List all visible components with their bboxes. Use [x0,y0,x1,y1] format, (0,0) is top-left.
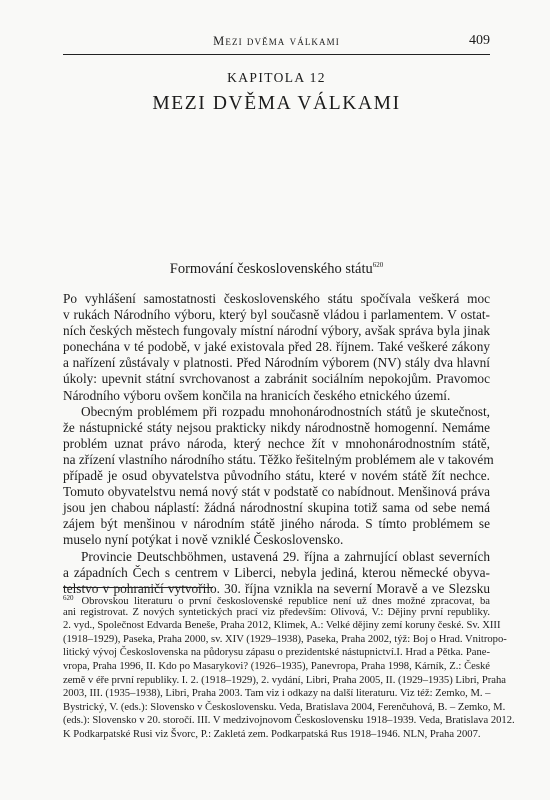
footnote-line-text: Obrovskou literaturu o první československé republice není už dnes možné zpracovat, ba [81,596,490,607]
section-heading [63,261,490,278]
footnote-line: 2003, III. (1935–1938), Libri, Praha 2003. Tam viz i odkazy na další literaturu. Viz též: Zemko, M. – [63,688,491,700]
footnote-line: (eds.): Slovensko v 20. storočí. III. V medzivojnovom Československu 1918–1939. Veda, Bratislava 2012. [63,715,515,727]
body-text [63,291,494,597]
footnote [63,592,515,742]
body-line: zájem být menšinou v národním státě jiného národa. S tímto problémem se [63,516,490,532]
body-line: telstvo v pohraničí vytvořilo. 30. října vznikla na severní Moravě a ve Slezsku [63,580,490,596]
section-title: Formování československého státu [169,261,373,277]
body-line: Tomuto obyvatelstvu nemá nový stát v podstatě co nabídnout. Menšinová práva [63,484,490,500]
body-line: Obecným problémem při rozpadu mnohonárodnostních států je skutečnost, [81,403,490,419]
footnote-line: vropa, Praha 1996, II. Kdo po Masarykovi? (1926–1935), Panevropa, Praha 1998, Kárník, Z.: České [63,660,490,672]
body-line: případě je osud obyvatelstva původního státu, které v novém státě žít nechce. [63,468,490,484]
footnote-line: ani registrovat. Z nových syntetických prací viz především: Olivová, V.: Dějiny první republiky. [63,606,490,618]
running-head [63,34,490,52]
footnote-line: litický vývoj Československa na půdorysu zápasu o prezidentské nástupnictví.I. Hrad a Pětka. Pane- [63,647,490,659]
footnote-rule [63,587,213,588]
body-line: ních českých městech fungovaly místní národní výbory, avšak správa byla jinak [63,323,490,339]
chapter-label: KAPITOLA 12 [227,70,326,85]
footnote-line: K Podkarpatské Rusi viz Švorc, P.: Zakletá zem. Podkarpatská Rus 1918–1946. NLN, Praha 2007. [63,728,481,740]
body-line: úkoly: upevnit státní svrchovanost a zabránit sociálním nepokojům. Pravomoc [63,371,490,387]
body-line: že nástupnické státy nejsou prakticky nikdy národnostně homogenní. Nemáme [63,419,490,435]
body-line: Národního výboru ovšem končila na hranicích českého etnického území. [63,387,451,403]
body-line: a nařízení zůstávaly v platnosti. Před Národním výborem (NV) stály dva hlavní [63,355,490,371]
header-rule [63,54,490,55]
book-page [63,0,515,800]
body-line: problém uznat právo národa, který nechce žít v mnohonárodnostním státě, [63,435,490,451]
body-line: ponechána v té podobě, v jaké existovala před 28. říjnem. Také veškeré zákony [63,339,490,355]
footnote-line [63,592,490,606]
body-line: a západních Čech s centrem v Liberci, nebyla jediná, kterou německé obyva- [63,564,490,580]
body-line: muselo nyní potýkat i nově vzniklé Československo. [63,532,344,548]
running-head-title: Mezi dvěma válkami [213,34,340,48]
footnote-reference[interactable]: 620 [372,261,384,269]
footnote-line: Bystrický, V. (eds.): Slovensko v Československu. Veda, Bratislava 2004, Ferenčuhová, B. – Zemko, M. [63,701,506,713]
body-line: na zřízení vlastního národního státu. Těžko řešitelným problémem ale v takovém [63,451,494,467]
footnote-line: (1918–1929), Paseka, Praha 2000, sv. XIV (1929–1938), Paseka, Praha 2002, týž: Boj o Hrad. Vnitropo- [63,633,507,645]
body-line: Provincie Deutschböhmen, ustavená 29. října a zahrnující oblast severních [81,548,490,564]
body-line: v rukách Národního výboru, který byl současně vládou i parlamentem. V ostat- [63,307,490,323]
body-line: Po vyhlášení samostatnosti československého státu spočívala veškerá moc [63,291,490,306]
footnote-line: země v éře první republiky. I. 2. (1918–1929), 2. vydání, Libri, Praha 2005, II. (1929–1935) Libri, Praha [63,674,506,686]
body-line: jsou jen chabou náplastí: žádná národnostní skupina totiž sama od sebe nemá [63,500,490,516]
chapter-title: MEZI DVĚMA VÁLKAMI [152,93,401,114]
page-number: 409 [469,33,490,48]
footnote-marker: 620 [63,594,74,602]
footnote-line: 2. vyd., Společnost Edvarda Beneše, Praha 2012, Klimek, A.: Velké dějiny zemí koruny české. Sv. XIII [63,620,501,632]
